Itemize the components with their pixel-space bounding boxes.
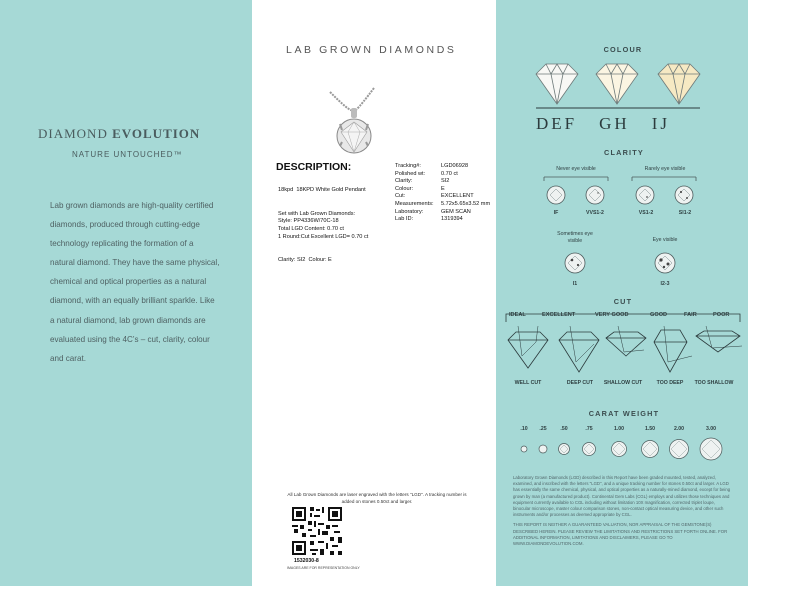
clarity-group-label: Eye visible [652,237,678,243]
tracking-value: 1319394 [441,216,463,223]
carat-title: CARAT WEIGHT [588,409,660,418]
carat-weight: 1.00 [613,426,625,432]
tracking-key: Colour: [395,185,414,192]
tracking-row [395,163,490,171]
clarity-title: CLARITY [603,148,645,157]
cut-shape-label: DEEP CUT [566,380,594,386]
clarity-included-stones-icon [555,245,685,277]
clarity-grade: SI1-2 [678,210,692,216]
colour-title: COLOUR [603,45,643,54]
colour-grade: DEF [536,114,578,133]
tracking-key: Lab ID: [395,216,414,223]
disclaimer-paragraph: Laboratory Grown Diamonds (LGD) described in this Report have been graded mounted, tested, analyzed, examined, and inscribed with the letters "LGD", and a unique tracking number for stones 0.50ct and larger. A LGD has essentially the same chemical, physical, and optical properties as a naturally-mined diamond, except for being grown by man (a manufactured product). Continental Gem Labs (CGL) employs and utilizes those techniques and equipment currently available to CGL including without limitation 10X magnification, corrected triplet loupe, binocular microscope, master colour comparison stones, non-contact optical measuring device, and other such instruments and/or processes as deemed appropriate by CGL. [513,475,731,518]
qr-number: 1532030-8 [294,558,319,564]
carat-weight: 3.00 [705,426,717,432]
tracking-value: SI2 [441,178,450,185]
carat-weight: .50 [560,426,568,432]
colour-diamonds-icon [528,60,718,110]
brand-name [38,126,218,142]
cut-grade: IDEAL [509,312,526,318]
carat-weight: .25 [539,426,547,432]
engraving-note: All Lab Grown Diamonds are laser engraved with the letters "LGD". A tracking number is added on stones 0.50ct and larger. [287,492,467,504]
tracking-value: GEM SCAN [441,208,471,215]
description-line: 1 Round:Cut Excellent LGD= 0.70 ct [278,233,369,240]
clarity-group-label: Rarely eye visible [644,166,686,172]
cut-grade: POOR [713,312,730,318]
cut-shape-label: TOO SHALLOW [694,380,734,386]
qr-code-icon [290,505,344,557]
tracking-key: Cut: [395,193,406,200]
tracking-row [395,186,490,194]
brand-name-bold: EVOLUTION [112,126,201,141]
clarity-grade: VS1-2 [638,210,654,216]
tracking-value: E [441,185,445,192]
carat-weight: .75 [585,426,593,432]
clarity-grade: I2-3 [660,281,670,287]
cut-grade: FAIR [684,312,697,318]
colour-grade: GH [599,114,630,133]
cut-shape-label: WELL CUT [514,380,542,386]
page-title: LAB GROWN DIAMONDS [286,44,457,56]
tracking-key: Clarity: [395,178,413,185]
tracking-key: Polished wt: [395,170,426,177]
cut-shape-label: TOO DEEP [656,380,684,386]
clarity-group-label: Never eye visible [556,166,596,172]
carat-weight: 2.00 [673,426,685,432]
tracking-key: Measurements: [395,200,434,207]
left-panel [0,0,252,586]
intro-paragraph: Lab grown diamonds are high-quality certified diamonds, produced through cutting-edge technology replicating the formation of a natural diamond. They have the same physical, chemical and optical properties as a natural diamond, with an equally brilliant sparkle. Like a natural diamond, lab grown diamonds are evaluated using the 4C’s – cut, clarity, colour and carat. [50,201,220,363]
tracking-value: LGD06928 [441,163,469,169]
clarity-stones-icon [538,173,708,213]
pendant-image [328,86,378,160]
image-note: IMAGES ARE FOR REPRESENTATION ONLY [287,566,360,570]
cut-profiles-icon [506,326,742,374]
clarity-grade: IF [553,210,559,216]
tracking-key: Laboratory: [395,208,424,215]
description-line: 18kpd 18KPD White Gold Pendant [278,187,366,194]
tracking-row [395,178,490,186]
tracking-key: Tracking#: [395,163,421,169]
tracking-row [395,209,490,217]
tracking-table [395,163,490,224]
colour-grade: IJ [651,114,670,133]
cut-shape-label: SHALLOW CUT [603,380,643,386]
tracking-row [395,201,490,209]
carat-weight: .10 [520,426,528,432]
clarity-group-label: Sometimes eye visible [557,231,593,244]
description-line: Set with Lab Grown Diamonds: [278,210,356,217]
carat-weight: 1.50 [644,426,656,432]
style-info [278,218,344,233]
disclaimer [513,475,731,547]
tracking-value: 5.72x5.65x3.52 mm [441,200,491,207]
clarity-grade: I1 [572,281,578,287]
cut-title: CUT [613,297,633,306]
style-number: Style: PP4336W/70C-18 [278,218,339,224]
tracking-row [395,193,490,201]
clarity-grade: VVS1-2 [586,210,604,216]
disclaimer-notice: THIS REPORT IS NEITHER A GUARANTEED VALUATION, NOR APPRAISAL OF THE GEMSTONE(S) DESCRIBED HEREIN. PLEASE REVIEW THE LIMITATIONS AND RESTRICTIONS SET FORTH ONLINE. FOR ADDITIONAL INFORMATION, LIMITATIONS AND DISCLAIMERS, PLEASE GO TO WWW.DIAMONDEVOLUTION.COM. [513,522,728,547]
colour-grades [536,114,670,134]
tracking-row [395,171,490,179]
brand-name-part: DIAMOND [38,126,113,141]
tracking-value: 0.70 ct [441,170,458,177]
total-content: Total LGD Content: 0.70 ct [278,225,344,232]
cut-grade: GOOD [650,312,668,318]
description-heading: DESCRIPTION: [276,161,352,173]
page-edge [748,0,792,612]
description-line: Clarity: SI2 Colour: E [278,256,332,263]
brand-tagline: NATURE UNTOUCHED™ [72,150,183,159]
cut-grade: EXCELLENT [542,312,576,318]
cut-grade: VERY GOOD [595,312,629,318]
tracking-value: EXCELLENT [441,193,474,200]
tracking-row [395,216,490,224]
carat-size-stones-icon [510,434,736,464]
